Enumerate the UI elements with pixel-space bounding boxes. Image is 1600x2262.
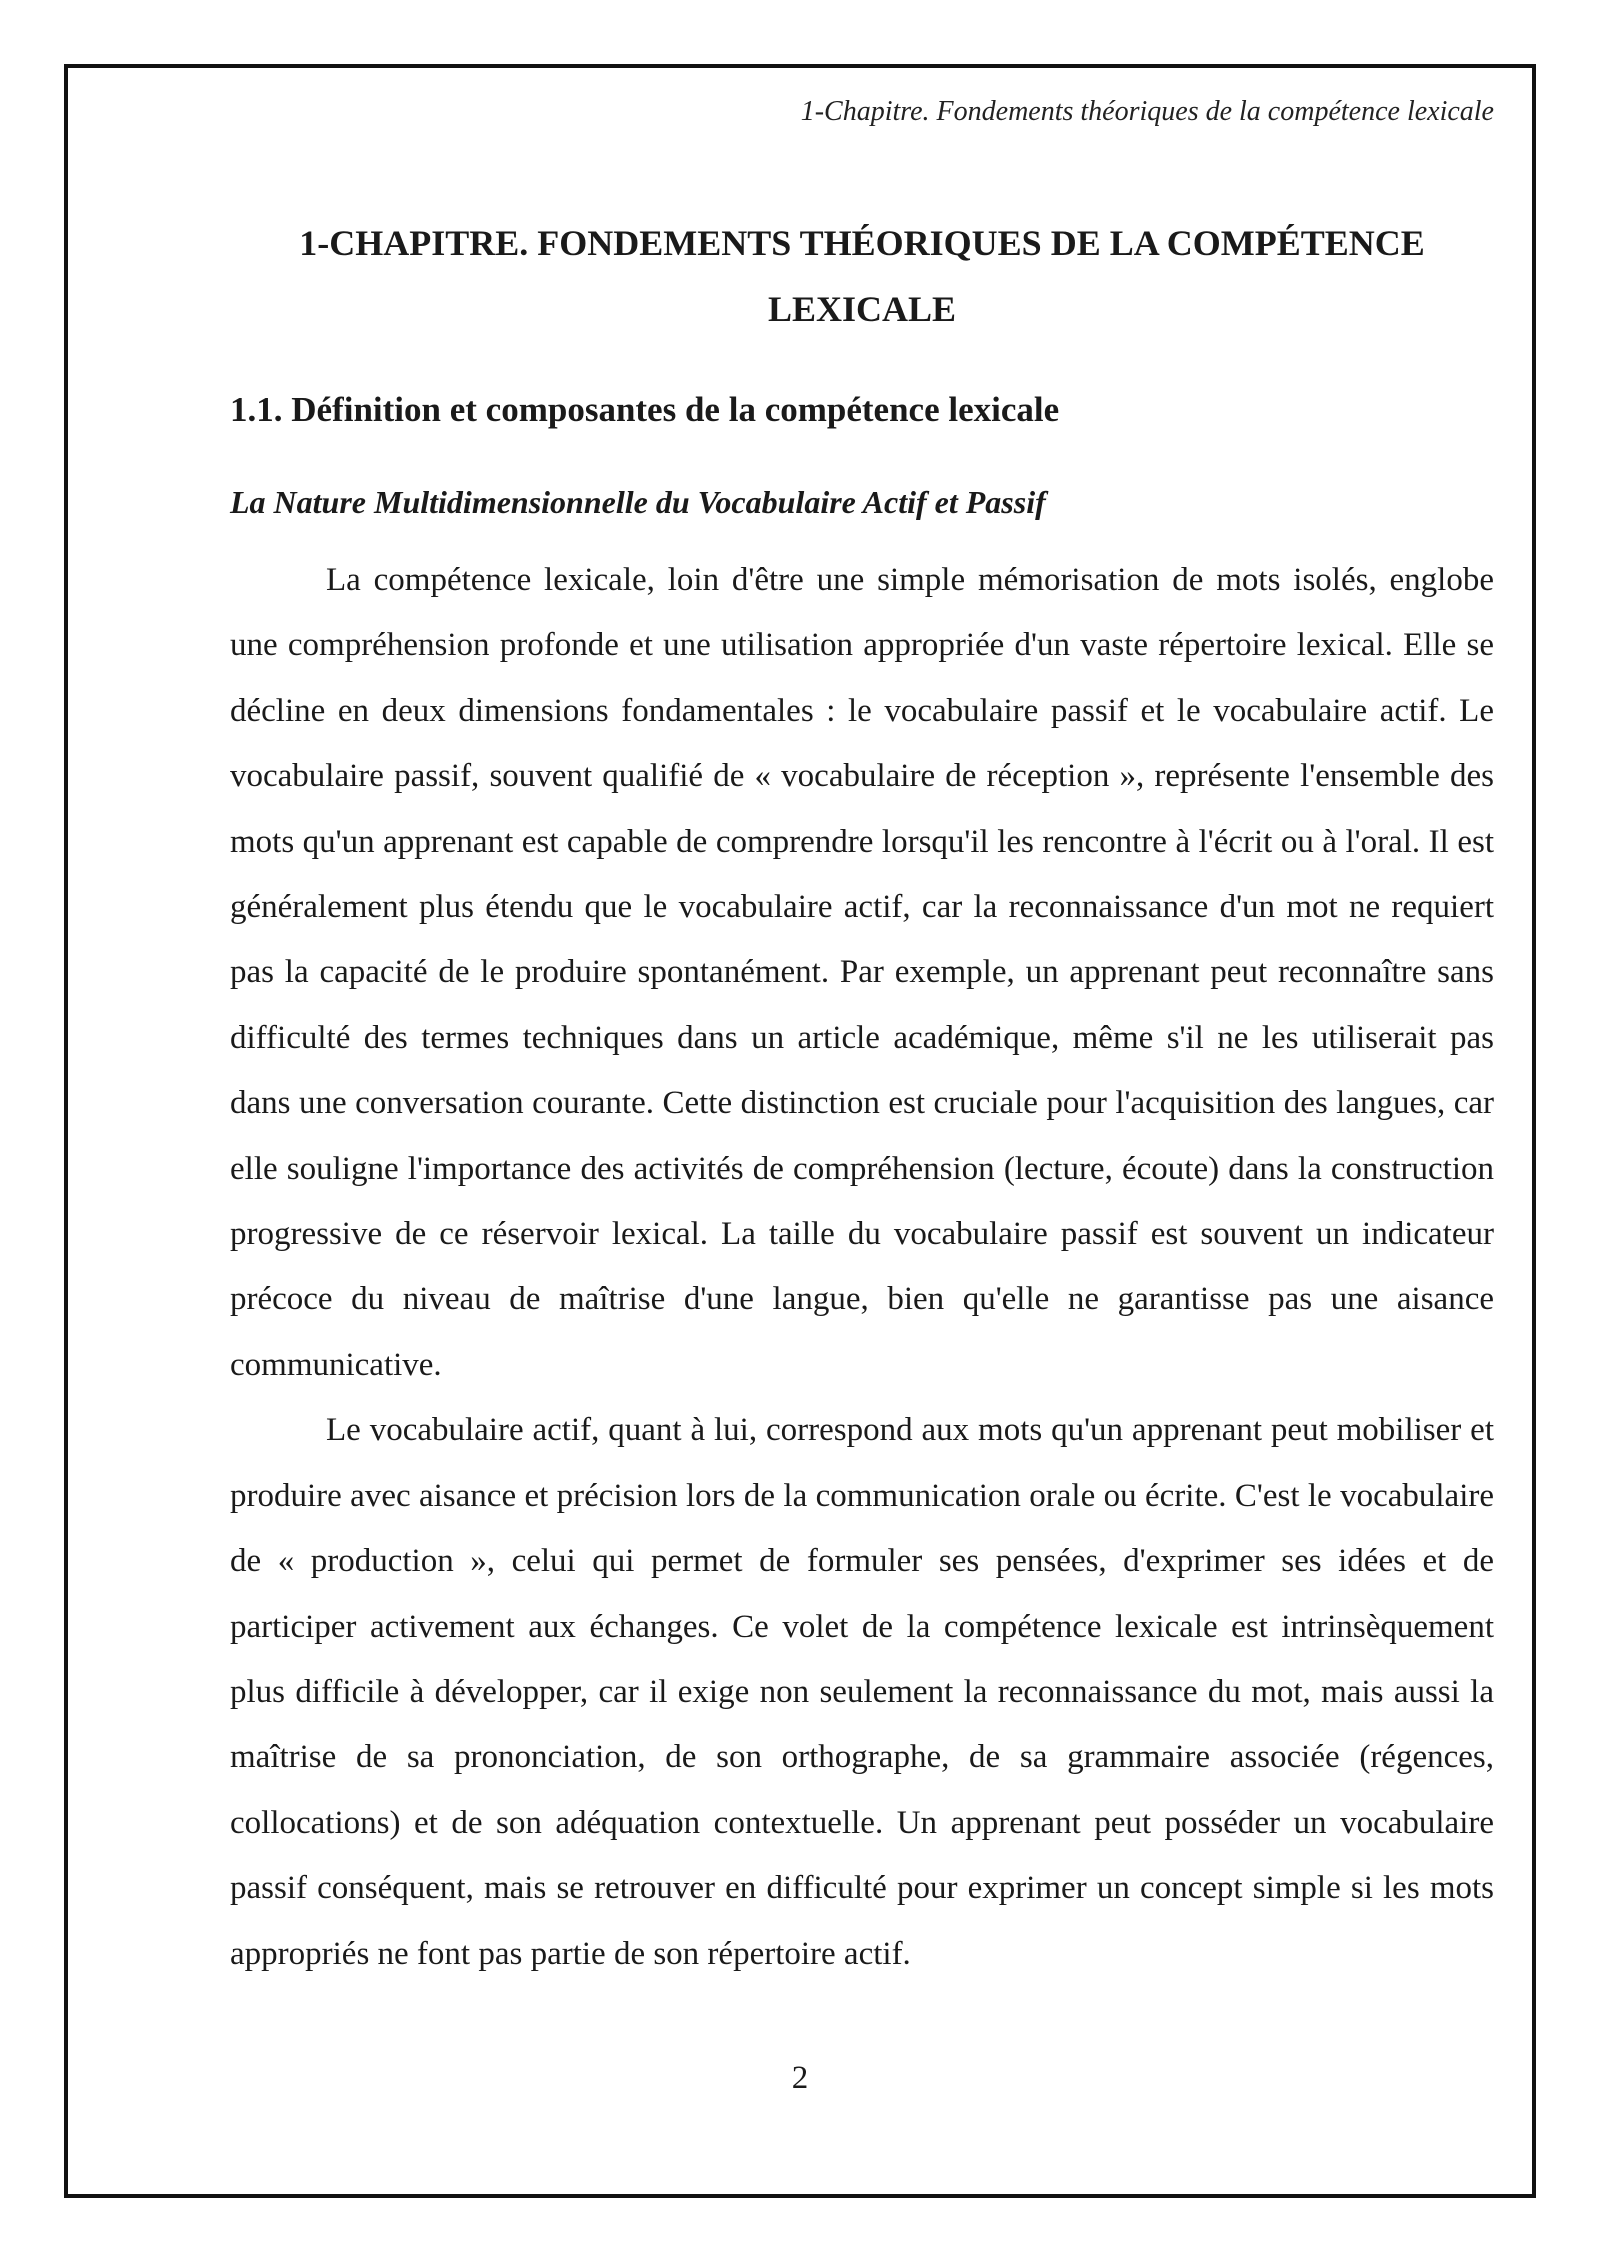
body-text (230, 548, 1494, 1987)
section-heading: 1.1. Définition et composantes de la compétence lexicale (230, 390, 1060, 429)
page-number: 2 (791, 2060, 809, 2096)
paragraph-passive-vocabulary: La compétence lexicale, loin d'être une simple mémorisation de mots isolés, englobe une compréhension profonde et une utilisation appropriée d'un vaste répertoire lexical. Elle se décline en deux dimensions fondamentales : le vocabulaire passif et le vocabulaire actif. Le vocabulaire passif, souvent qualifié de « vocabulaire de réception », représente l'ensemble des mots qu'un apprenant est capable de comprendre lorsqu'il les rencontre à l'écrit ou à l'oral. Il est généralement plus étendu que le vocabulaire actif, car la reconnaissance d'un mot ne requiert pas la capacité de le produire spontanément. Par exemple, un apprenant peut reconnaître sans difficulté des termes techniques dans un article académique, même s'il ne les utiliserait pas dans une conversation courante. Cette distinction est cruciale pour l'acquisition des langues, car elle souligne l'importance des activités de compréhension (lecture, écoute) dans la construction progressive de ce réservoir lexical. La taille du vocabulaire passif est souvent un indicateur précoce du niveau de maîtrise d'une langue, bien qu'elle ne garantisse pas une aisance communicative. (230, 562, 1494, 1383)
subsection-heading: La Nature Multidimensionnelle du Vocabulaire Actif et Passif (230, 484, 1046, 520)
running-header: 1-Chapitre. Fondements théoriques de la compétence lexicale (800, 96, 1494, 127)
chapter-title: 1-CHAPITRE. FONDEMENTS THÉORIQUES DE LA COMPÉTENCE LEXICALE (299, 223, 1425, 329)
paragraph-active-vocabulary: Le vocabulaire actif, quant à lui, correspond aux mots qu'un apprenant peut mobiliser et produire avec aisance et précision lors de la communication orale ou écrite. C'est le vocabulaire de « production », celui qui permet de formuler ses pensées, d'exprimer ses idées et de participer activement aux échanges. Ce volet de la compétence lexicale est intrinsèquement plus difficile à développer, car il exige non seulement la reconnaissance du mot, mais aussi la maîtrise de sa prononciation, de son orthographe, de sa grammaire associée (régences, collocations) et de son adéquation contextuelle. Un apprenant peut posséder un vocabulaire passif conséquent, mais se retrouver en difficulté pour exprimer un concept simple si les mots appropriés ne font pas partie de son répertoire actif. (230, 1412, 1494, 1972)
